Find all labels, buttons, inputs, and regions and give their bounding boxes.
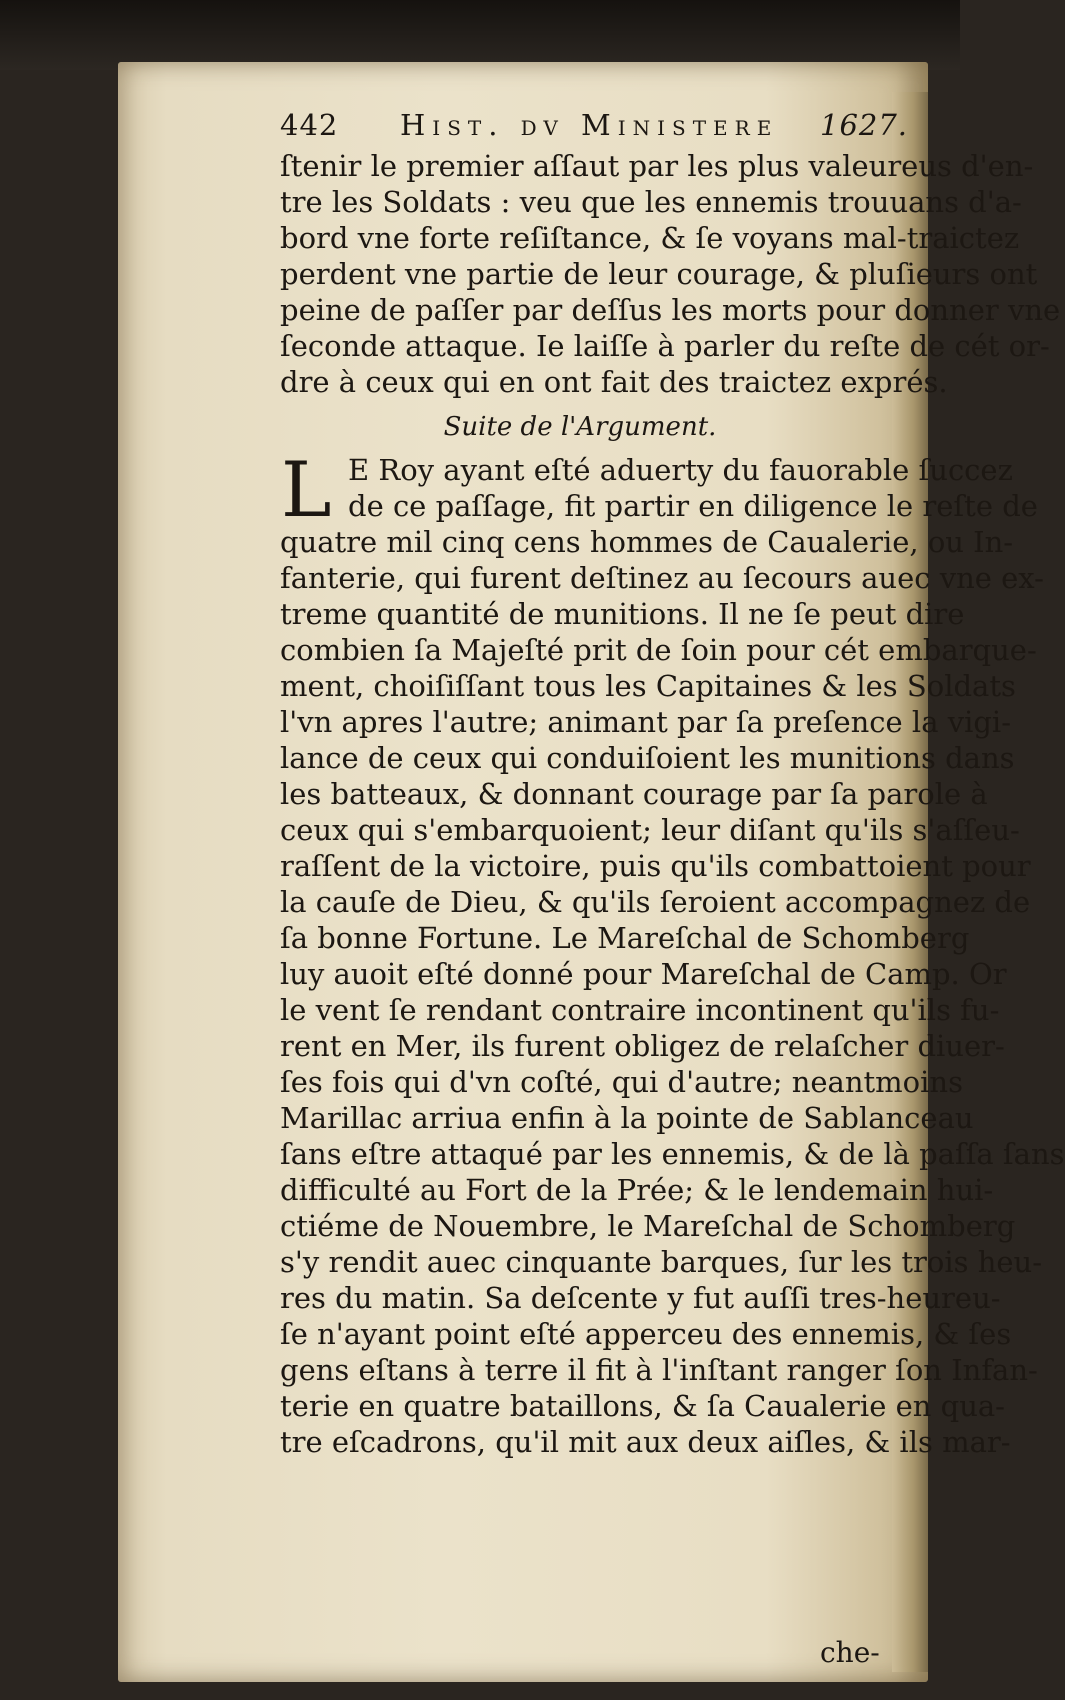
year: 1627.: [820, 108, 909, 142]
text-line: s'y rendit auec cinquante barques, ſur les trois heu-: [280, 1245, 1043, 1279]
text-line: ſeconde attaque. Ie laiſſe à parler du reſte de cét or-: [280, 329, 1050, 363]
text-line: E Roy ayant eſté aduerty du fauorable ſuccez: [348, 453, 1013, 487]
text-line: gens eſtans à terre il fit à l'inſtant ranger ſon Infan-: [280, 1353, 1038, 1387]
text-line: de ce paſſage, fit partir en diligence le reſte de: [348, 489, 1038, 523]
text-line: tre eſcadrons, qu'il mit aux deux aiſles, & ils mar-: [280, 1425, 1011, 1459]
running-header: [280, 108, 909, 152]
page-number: 442: [280, 108, 339, 142]
text-line: luy auoit eſté donné pour Mareſchal de Camp. Or: [280, 957, 1007, 991]
text-line: terie en quatre bataillons, & ſa Caualerie en qua-: [280, 1389, 1005, 1423]
text-line: difficulté au Fort de la Prée; & le lendemain hui-: [280, 1173, 994, 1207]
running-title: Hist. dv Ministere: [400, 108, 779, 142]
text-line: tre les Soldats : veu que les ennemis trouuans d'a-: [280, 185, 1022, 219]
text-line: Marillac arriua enfin à la pointe de Sablanceau: [280, 1101, 974, 1135]
drop-cap: L: [281, 445, 332, 534]
text-line: peine de paſſer par deſſus les morts pour donner vne: [280, 293, 1061, 327]
text-line: les batteaux, & donnant courage par ſa parole à: [280, 777, 988, 811]
paragraph-2: [280, 445, 1065, 1460]
background-dark-top: [0, 0, 960, 70]
text-line: le vent ſe rendant contraire incontinent qu'ils fu-: [280, 993, 1000, 1027]
text-line: ment, choiſiſſant tous les Capitaines & les Soldats: [280, 669, 1016, 703]
text-line: lance de ceux qui conduiſoient les munitions dans: [280, 741, 1015, 775]
text-line: rent en Mer, ils furent obligez de relaſcher diuer-: [280, 1029, 1005, 1063]
text-line: l'vn apres l'autre; animant par ſa preſence la vigi-: [280, 705, 1012, 739]
text-line: fanterie, qui furent deſtinez au ſecours auec vne ex-: [280, 561, 1044, 595]
paragraph-1: [280, 148, 1061, 400]
text-line: res du matin. Sa deſcente y fut auſſi tres-heureu-: [280, 1281, 1001, 1315]
text-line: treme quantité de munitions. Il ne ſe peut dire: [280, 597, 965, 631]
text-line: ceux qui s'embarquoient; leur diſant qu'ils s'aſſeu-: [280, 813, 1020, 847]
text-line: perdent vne partie de leur courage, & pluſieurs ont: [280, 257, 1038, 291]
text-line: ſans eſtre attaqué par les ennemis, & de là paſſa ſans: [280, 1137, 1065, 1171]
text-line: quatre mil cinq cens hommes de Caualerie, ou In-: [280, 525, 1014, 559]
section-subtitle: Suite de l'Argument.: [443, 412, 717, 442]
text-line: combien ſa Majeſté prit de ſoin pour cét embarque-: [280, 633, 1037, 667]
text-line: ſtenir le premier aſſaut par les plus valeureus d'en-: [280, 149, 1034, 183]
text-line: ſa bonne Fortune. Le Mareſchal de Schomberg: [280, 921, 970, 955]
text-line: ſes fois qui d'vn coſté, qui d'autre; neantmoins: [280, 1065, 963, 1099]
text-line: ſe n'ayant point eſté apperceu des ennemis, & ſes: [280, 1317, 1012, 1351]
text-line: ctiéme de Nouembre, le Mareſchal de Schomberg: [280, 1209, 1016, 1243]
text-line: bord vne forte reſiſtance, & ſe voyans mal-traictez: [280, 221, 1020, 255]
text-line: raſſent de la victoire, puis qu'ils combattoient pour: [280, 849, 1031, 883]
text-line: la cauſe de Dieu, & qu'ils ſeroient accompagnez de: [280, 885, 1031, 919]
catchword: che-: [820, 1636, 880, 1669]
text-line: dre à ceux qui en ont fait des traictez exprés.: [280, 365, 948, 399]
